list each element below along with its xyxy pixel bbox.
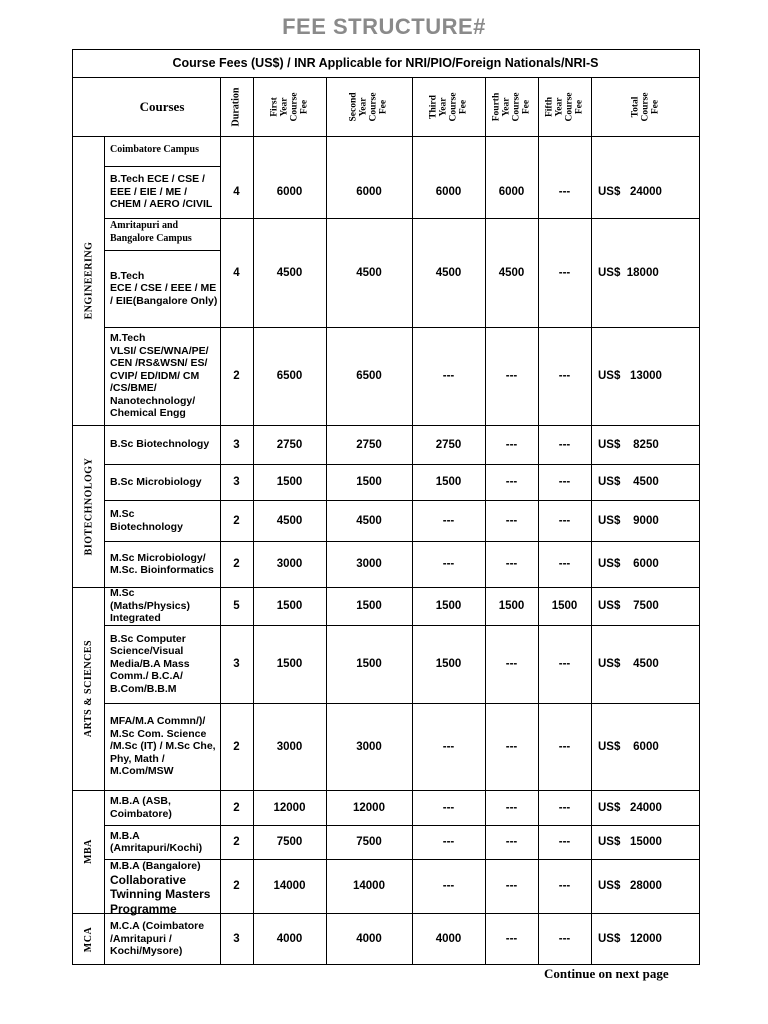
fee-cell-y3: ---: [442, 801, 455, 814]
total-fee-cell: US$ 28000: [598, 880, 662, 892]
header-total-label: Total Course Fee: [630, 92, 661, 122]
header-total: [591, 78, 700, 136]
fee-cell-y5: ---: [558, 880, 571, 892]
col-divider: [591, 77, 592, 965]
header-duration-label: Duration: [230, 87, 242, 127]
group-engineering-label: ENGINEERING: [83, 241, 94, 320]
total-fee-cell: US$ 9000: [598, 514, 659, 527]
group-biotechnology-label: BIOTECHNOLOGY: [83, 457, 95, 555]
header-fifth-year-label: Fifth Year Course Fee: [544, 92, 585, 122]
header-third-year: [412, 78, 485, 136]
course-name: [110, 541, 220, 587]
fee-cell-y5: ---: [558, 740, 571, 753]
fee-cell-y4: 6000: [498, 186, 525, 198]
duration-cell: 4: [233, 186, 240, 198]
fee-cell-y4: ---: [505, 836, 518, 848]
fee-cell-y4: ---: [505, 740, 518, 753]
group-arts-sciences: [73, 587, 104, 790]
duration-cell: 4: [233, 266, 240, 279]
fee-cell-y2: 4000: [356, 933, 382, 945]
course-name-text: M.Tech VLSI/ CSE/WNA/PE/ CEN /RS&WSN/ ES/ CVIP/ ED/IDM/ CM /CS/BME/ Nanotechnology/ Chemical Engg: [110, 332, 209, 420]
course-name: [110, 825, 220, 859]
fee-cell-y1: 4000: [276, 933, 303, 945]
group-biotechnology: [73, 425, 104, 587]
fee-cell-y5: ---: [558, 476, 571, 488]
duration-cell: 5: [233, 600, 240, 612]
fee-cell-y1: 14000: [273, 880, 306, 892]
fee-cell-y2: 12000: [353, 801, 385, 814]
fee-cell-y2: 6000: [356, 186, 382, 198]
fee-cell-y4: 4500: [498, 266, 525, 279]
fee-cell-y3: 6000: [435, 186, 462, 198]
duration-cell: 3: [233, 438, 240, 451]
fee-cell-y2: 3000: [356, 558, 382, 570]
course-name-text: M.Sc (Maths/Physics) Integrated: [110, 587, 190, 625]
fee-cell-y1: 1500: [276, 600, 303, 612]
group-mca-label: MCA: [82, 926, 94, 952]
duration-cell: 2: [233, 558, 240, 570]
fee-cell-y5: ---: [558, 658, 571, 670]
fee-cell-y2: 2750: [356, 438, 382, 451]
fee-cell-y1: 1500: [276, 658, 303, 670]
fee-cell-y5: 1500: [551, 600, 578, 612]
course-name: [110, 425, 220, 464]
header-duration: [220, 78, 253, 136]
fee-cell-y1: 12000: [273, 801, 306, 814]
course-name-text: M.Sc Microbiology/ M.Sc. Bioinformatics: [110, 551, 214, 576]
fee-cell-y3: ---: [442, 558, 455, 570]
fee-cell-y3: 4000: [435, 933, 462, 945]
course-name-text: M.C.A (Coimbatore /Amritapuri / Kochi/Mysore): [110, 920, 205, 958]
fee-cell-y5: ---: [558, 514, 571, 527]
total-fee-cell: US$ 12000: [598, 933, 662, 945]
fee-cell-y4: ---: [505, 933, 518, 945]
course-name: [110, 913, 220, 965]
fee-cell-y5: ---: [558, 836, 571, 848]
fee-cell-y1: 4500: [276, 514, 303, 527]
fee-cell-y3: ---: [442, 514, 455, 527]
fee-cell-y4: ---: [505, 558, 518, 570]
group-arts-sciences-label: ARTS & SCIENCES: [83, 639, 94, 738]
group-mba-label: MBA: [83, 839, 94, 864]
course-name: [110, 625, 220, 703]
course-name-text: M.B.A (ASB, Coimbatore): [110, 795, 172, 820]
fee-cell-y5: ---: [558, 801, 571, 814]
fee-cell-y2: 4500: [356, 514, 382, 527]
fee-cell-y3: 2750: [435, 438, 462, 451]
fee-cell-y3: 1500: [435, 600, 462, 612]
course-name-text: B.Tech ECE / CSE / EEE / ME / EIE(Bangalore Only): [110, 269, 218, 307]
fee-cell-y4: ---: [505, 476, 518, 488]
page-title: FEE STRUCTURE#: [282, 14, 486, 39]
course-name: [110, 703, 220, 790]
header-first-year: [253, 78, 326, 136]
course-name: [110, 500, 220, 541]
total-fee-cell: US$ 18000: [598, 266, 659, 279]
fee-cell-y4: ---: [505, 438, 518, 451]
total-fee-cell: US$ 7500: [598, 600, 659, 612]
col-divider: [104, 136, 105, 965]
course-name-text: M.B.A (Amritapuri/Kochi): [110, 829, 203, 854]
course-name-text: MFA/M.A Commn/)/ M.Sc Com. Science /M.Sc (IT) / M.Sc Che, Phy, Math / M.Com/MSW: [110, 715, 216, 778]
course-name-text: B.Sc Biotechnology: [110, 438, 210, 451]
course-name-extra: Collaborative Twinning Masters Programme: [110, 872, 211, 916]
duration-cell: 2: [233, 514, 240, 527]
total-fee-cell: US$ 4500: [598, 658, 659, 670]
fee-cell-y2: 6500: [356, 370, 382, 382]
total-fee-cell: US$ 13000: [598, 370, 662, 382]
fee-cell-y2: 1500: [356, 658, 382, 670]
group-mba: [73, 790, 104, 913]
fee-cell-y1: 1500: [276, 476, 303, 488]
course-name-text: B.Sc Microbiology: [110, 475, 202, 488]
duration-cell: 2: [233, 801, 240, 814]
course-name-text: B.Tech ECE / CSE / EEE / EIE / ME / CHEM / AERO /CIVIL: [110, 173, 213, 211]
fee-cell-y3: 1500: [435, 658, 462, 670]
row-divider: [72, 136, 700, 137]
total-fee-cell: US$ 6000: [598, 558, 659, 570]
table-banner: Course Fees (US$) / INR Applicable for NRI/PIO/Foreign Nationals/NRI-S: [172, 56, 599, 70]
fee-cell-y5: ---: [558, 438, 571, 451]
course-name: [110, 464, 220, 500]
fee-cell-y2: 4500: [356, 266, 382, 279]
fee-cell-y3: ---: [442, 836, 455, 848]
fee-cell-y1: 4500: [276, 266, 303, 279]
course-name-text: B.Sc Computer Science/Visual Media/B.A Mass Comm./ B.C.A/ B.Com/B.B.M: [110, 632, 190, 695]
header-fourth-year-label: Fourth Year Course Fee: [491, 92, 532, 122]
fee-cell-y1: 7500: [276, 836, 303, 848]
header-fourth-year: [485, 78, 538, 136]
fee-cell-y3: 1500: [435, 476, 462, 488]
campus-coimbatore: Coimbatore Campus: [110, 144, 199, 155]
fee-cell-y1: 3000: [276, 558, 303, 570]
course-name-text: M.Sc Biotechnology: [110, 508, 183, 533]
duration-cell: 3: [233, 476, 240, 488]
fee-cell-y3: ---: [442, 370, 455, 382]
fee-cell-y1: 3000: [276, 740, 303, 753]
course-name: [110, 166, 220, 218]
header-first-year-label: First Year Course Fee: [269, 92, 310, 122]
fee-cell-y3: 4500: [435, 266, 462, 279]
fee-cell-y1: 6000: [276, 186, 303, 198]
course-name: [110, 790, 220, 825]
fee-cell-y5: ---: [558, 186, 571, 198]
fee-cell-y5: ---: [558, 558, 571, 570]
fee-cell-y2: 3000: [356, 740, 382, 753]
fee-cell-y2: 1500: [356, 476, 382, 488]
duration-cell: 2: [233, 836, 240, 848]
fee-cell-y1: 2750: [276, 438, 303, 451]
duration-cell: 2: [233, 370, 240, 382]
fee-cell-y5: ---: [558, 266, 571, 279]
fee-cell-y3: ---: [442, 880, 455, 892]
header-third-year-label: Third Year Course Fee: [428, 92, 469, 122]
course-name-primary: M.B.A (Bangalore): [110, 860, 201, 872]
total-fee-cell: US$ 4500: [598, 476, 659, 488]
course-name: [110, 250, 220, 327]
fee-cell-y2: 7500: [356, 836, 382, 848]
total-fee-cell: US$ 24000: [598, 186, 662, 198]
fee-cell-y4: ---: [505, 658, 518, 670]
campus-amritapuri-bangalore: Amritapuri and Bangalore Campus: [110, 220, 192, 244]
course-name: [110, 327, 220, 425]
header-second-year: [326, 78, 412, 136]
group-mca: [73, 913, 104, 965]
duration-cell: 3: [233, 658, 240, 670]
duration-cell: 2: [233, 740, 240, 753]
total-fee-cell: US$ 8250: [598, 438, 659, 451]
duration-cell: 3: [233, 933, 240, 945]
fee-cell-y4: ---: [505, 801, 518, 814]
total-fee-cell: US$ 15000: [598, 836, 662, 848]
header-fifth-year: [538, 78, 591, 136]
group-engineering: [73, 136, 104, 425]
fee-cell-y2: 14000: [353, 880, 385, 892]
fee-cell-y2: 1500: [356, 600, 382, 612]
fee-cell-y5: ---: [558, 370, 571, 382]
fee-cell-y3: ---: [442, 740, 455, 753]
total-fee-cell: US$ 24000: [598, 801, 662, 814]
fee-cell-y4: ---: [505, 514, 518, 527]
fee-cell-y5: ---: [558, 933, 571, 945]
course-name: [110, 859, 220, 914]
continue-note: Continue on next page: [544, 966, 669, 981]
fee-cell-y4: ---: [505, 370, 518, 382]
header-second-year-label: Second Year Course Fee: [348, 92, 389, 122]
header-courses: Courses: [139, 99, 185, 114]
fee-cell-y4: ---: [505, 880, 518, 892]
course-name: [110, 587, 220, 625]
fee-cell-y1: 6500: [276, 370, 303, 382]
total-fee-cell: US$ 6000: [598, 740, 659, 753]
duration-cell: 2: [233, 880, 240, 892]
fee-cell-y4: 1500: [498, 600, 525, 612]
